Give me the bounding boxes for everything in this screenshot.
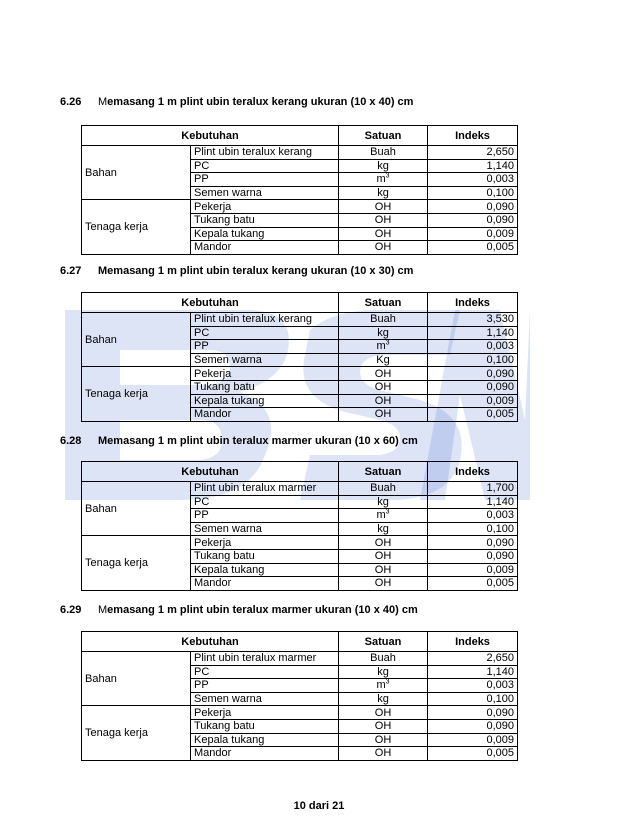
item-unit [339, 482, 428, 496]
unit-superscript: 3 [385, 678, 390, 686]
item-index: 1,140 [428, 665, 518, 679]
requirements-table [81, 292, 518, 422]
item-index: 0,005 [428, 747, 518, 761]
item-name: Pekerja [191, 367, 339, 381]
item-name: Plint ubin teralux marmer [191, 482, 339, 496]
item-unit [339, 186, 428, 200]
unit-text: OH [374, 200, 392, 213]
item-unit [339, 227, 428, 241]
item-unit [339, 159, 428, 173]
item-unit [339, 213, 428, 227]
unit-text: OH [374, 563, 392, 576]
unit-text: m [376, 340, 386, 353]
unit-text: OH [374, 747, 392, 760]
unit-text: Buah [370, 652, 396, 665]
section-title-initial: M [98, 435, 108, 447]
item-name: Kepala tukang [191, 563, 339, 577]
item-index: 0,100 [428, 353, 518, 367]
item-index: 0,090 [428, 536, 518, 550]
unit-text: OH [374, 214, 392, 227]
category-bahan: Bahan [82, 482, 191, 536]
table-header-row [82, 293, 518, 313]
table-header-row [82, 126, 518, 146]
category-bahan: Bahan [82, 652, 191, 706]
unit-text: OH [374, 408, 392, 421]
item-index: 0,005 [428, 577, 518, 591]
unit-text: OH [374, 550, 392, 563]
category-tenaga-kerja: Tenaga kerja [82, 200, 191, 254]
table-row [82, 146, 518, 160]
unit-text: Buah [370, 313, 396, 326]
header-satuan: Satuan [339, 126, 428, 146]
category-tenaga-kerja: Tenaga kerja [82, 536, 191, 590]
item-index: 0,100 [428, 692, 518, 706]
table-row [82, 200, 518, 214]
unit-text: OH [374, 394, 392, 407]
unit-text: kg [377, 159, 389, 172]
item-unit [339, 200, 428, 214]
item-unit [339, 733, 428, 747]
item-index: 3,530 [428, 313, 518, 327]
section-number: 6.28 [60, 435, 82, 447]
item-index: 0,090 [428, 706, 518, 720]
header-indeks: Indeks [428, 462, 518, 482]
section-heading [60, 265, 413, 277]
item-name: Plint ubin teralux kerang [191, 313, 339, 327]
item-unit [339, 326, 428, 340]
item-unit [339, 679, 428, 693]
requirements-table [81, 631, 518, 761]
item-unit [339, 652, 428, 666]
item-unit [339, 495, 428, 509]
unit-text: OH [374, 381, 392, 394]
item-name: Kepala tukang [191, 733, 339, 747]
item-index: 1,140 [428, 326, 518, 340]
table-row [82, 313, 518, 327]
item-name: PP [191, 173, 339, 187]
item-index: 0,100 [428, 186, 518, 200]
item-index: 2,650 [428, 146, 518, 160]
header-indeks: Indeks [428, 126, 518, 146]
item-name: Mandor [191, 241, 339, 255]
item-index: 0,009 [428, 563, 518, 577]
item-name: PP [191, 509, 339, 523]
item-index: 0,009 [428, 227, 518, 241]
item-unit [339, 577, 428, 591]
item-unit [339, 173, 428, 187]
unit-text: kg [377, 187, 389, 200]
header-satuan: Satuan [339, 632, 428, 652]
item-unit [339, 706, 428, 720]
section-title-initial: M [98, 96, 108, 108]
item-index: 0,009 [428, 733, 518, 747]
item-index: 1,140 [428, 159, 518, 173]
unit-text: OH [374, 241, 392, 254]
header-kebutuhan: Kebutuhan [82, 293, 339, 313]
item-name: Mandor [191, 577, 339, 591]
item-name: Semen warna [191, 522, 339, 536]
item-unit [339, 719, 428, 733]
section-title-initial: M [98, 604, 108, 616]
section-title: emasang 1 m plint ubin teralux marmer ukuran (10 x 40) cm [107, 604, 418, 616]
item-name: Plint ubin teralux kerang [191, 146, 339, 160]
item-name: Semen warna [191, 186, 339, 200]
unit-text: OH [374, 706, 392, 719]
item-index: 1,700 [428, 482, 518, 496]
unit-text: Kg [376, 354, 390, 367]
table-row [82, 536, 518, 550]
table-header-row [82, 632, 518, 652]
item-unit [339, 340, 428, 354]
unit-text: kg [377, 693, 389, 706]
item-unit [339, 509, 428, 523]
header-kebutuhan: Kebutuhan [82, 126, 339, 146]
item-name: PC [191, 665, 339, 679]
unit-superscript: 3 [385, 339, 390, 347]
header-indeks: Indeks [428, 293, 518, 313]
table-row [82, 652, 518, 666]
item-name: Pekerja [191, 706, 339, 720]
header-kebutuhan: Kebutuhan [82, 462, 339, 482]
category-tenaga-kerja: Tenaga kerja [82, 367, 191, 421]
item-index: 0,090 [428, 200, 518, 214]
category-bahan: Bahan [82, 313, 191, 367]
item-unit [339, 380, 428, 394]
item-name: Tukang batu [191, 549, 339, 563]
page-number: 10 dari 21 [293, 800, 345, 812]
item-index: 0,009 [428, 394, 518, 408]
item-index: 0,003 [428, 173, 518, 187]
item-name: PP [191, 340, 339, 354]
table-row [82, 706, 518, 720]
section-title: emasang 1 m plint ubin teralux kerang ukuran (10 x 30) cm [107, 265, 414, 277]
item-name: Mandor [191, 747, 339, 761]
item-unit [339, 408, 428, 422]
unit-text: Buah [370, 482, 396, 495]
table-row [82, 482, 518, 496]
unit-text: kg [377, 523, 389, 536]
header-satuan: Satuan [339, 293, 428, 313]
item-name: Semen warna [191, 353, 339, 367]
section-heading [60, 96, 413, 108]
item-unit [339, 665, 428, 679]
item-name: Pekerja [191, 536, 339, 550]
section-heading [60, 435, 418, 447]
item-name: PP [191, 679, 339, 693]
section-title: emasang 1 m plint ubin teralux kerang ukuran (10 x 40) cm [107, 96, 414, 108]
unit-text: OH [374, 227, 392, 240]
unit-text: OH [374, 577, 392, 590]
item-index: 0,090 [428, 380, 518, 394]
unit-text: OH [374, 733, 392, 746]
category-tenaga-kerja: Tenaga kerja [82, 706, 191, 760]
item-index: 0,090 [428, 719, 518, 733]
item-unit [339, 367, 428, 381]
requirements-table [81, 125, 518, 255]
item-name: Plint ubin teralux marmer [191, 652, 339, 666]
unit-text: kg [377, 665, 389, 678]
item-index: 0,003 [428, 509, 518, 523]
item-unit [339, 747, 428, 761]
item-name: PC [191, 495, 339, 509]
header-kebutuhan: Kebutuhan [82, 632, 339, 652]
item-index: 2,650 [428, 652, 518, 666]
unit-text: OH [374, 536, 392, 549]
unit-text: m [376, 509, 386, 522]
unit-text: m [376, 679, 386, 692]
item-index: 1,140 [428, 495, 518, 509]
item-unit [339, 522, 428, 536]
item-name: Tukang batu [191, 213, 339, 227]
table-row [82, 367, 518, 381]
item-name: Tukang batu [191, 380, 339, 394]
table-header-row [82, 462, 518, 482]
requirements-table [81, 461, 518, 591]
item-index: 0,005 [428, 408, 518, 422]
category-bahan: Bahan [82, 146, 191, 200]
item-unit [339, 313, 428, 327]
item-name: Pekerja [191, 200, 339, 214]
section-number: 6.26 [60, 96, 82, 108]
item-name: Tukang batu [191, 719, 339, 733]
header-indeks: Indeks [428, 632, 518, 652]
section-number: 6.27 [60, 265, 82, 277]
item-unit [339, 549, 428, 563]
item-unit [339, 394, 428, 408]
item-unit [339, 563, 428, 577]
section-heading [60, 604, 418, 616]
item-index: 0,090 [428, 549, 518, 563]
item-name: PC [191, 159, 339, 173]
unit-superscript: 3 [385, 508, 390, 516]
unit-text: Buah [370, 146, 396, 159]
item-unit [339, 353, 428, 367]
item-name: Semen warna [191, 692, 339, 706]
section-title-initial: M [98, 265, 108, 277]
item-unit [339, 146, 428, 160]
item-unit [339, 536, 428, 550]
item-index: 0,003 [428, 679, 518, 693]
unit-text: OH [374, 720, 392, 733]
item-name: Kepala tukang [191, 394, 339, 408]
item-name: PC [191, 326, 339, 340]
unit-text: m [376, 173, 386, 186]
unit-text: kg [377, 326, 389, 339]
item-index: 0,005 [428, 241, 518, 255]
item-name: Kepala tukang [191, 227, 339, 241]
item-name: Mandor [191, 408, 339, 422]
section-number: 6.29 [60, 604, 82, 616]
section-title: emasang 1 m plint ubin teralux marmer ukuran (10 x 60) cm [107, 435, 418, 447]
unit-text: OH [374, 367, 392, 380]
item-index: 0,090 [428, 367, 518, 381]
item-index: 0,100 [428, 522, 518, 536]
item-index: 0,003 [428, 340, 518, 354]
header-satuan: Satuan [339, 462, 428, 482]
unit-superscript: 3 [385, 172, 390, 180]
item-unit [339, 692, 428, 706]
unit-text: kg [377, 495, 389, 508]
item-index: 0,090 [428, 213, 518, 227]
item-unit [339, 241, 428, 255]
